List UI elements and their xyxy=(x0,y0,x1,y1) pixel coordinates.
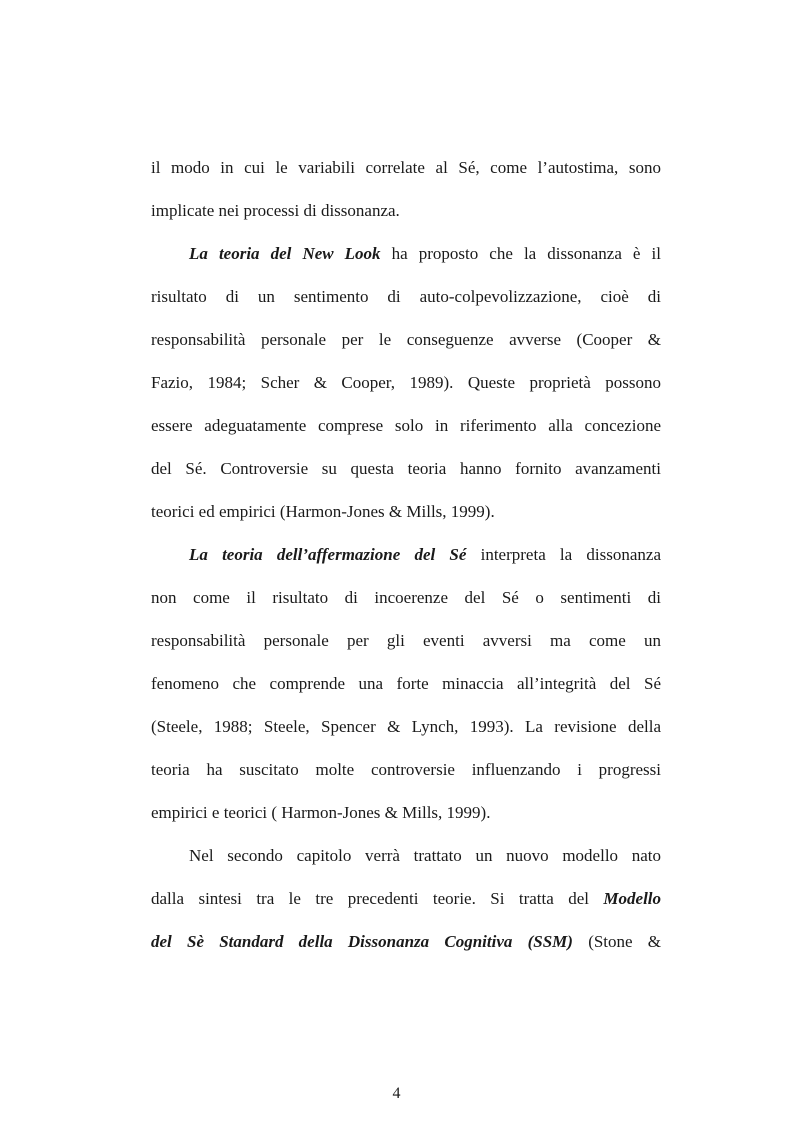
text-fragment: ha proposto che la dissonanza è il xyxy=(380,244,661,263)
text-line xyxy=(151,877,661,920)
text-line xyxy=(151,533,661,576)
text-line: teorici ed empirici (Harmon-Jones & Mills, 1999). xyxy=(151,502,495,521)
page-number: 4 xyxy=(392,1085,401,1102)
page-body xyxy=(151,146,661,963)
text-line: teoria ha suscitato molte controversie influenzando i progressi xyxy=(151,760,661,779)
text-line: fenomeno che comprende una forte minaccia all’integrità del Sé xyxy=(151,674,661,693)
text-line: non come il risultato di incoerenze del Sé o sentimenti di xyxy=(151,588,661,607)
paragraph-second-chapter xyxy=(151,834,661,963)
text-line: essere adeguatamente comprese solo in riferimento alla concezione xyxy=(151,416,661,435)
text-line xyxy=(151,920,661,963)
text-line: empirici e teorici ( Harmon-Jones & Mills, 1999). xyxy=(151,803,491,822)
text-line: implicate nei processi di dissonanza. xyxy=(151,201,400,220)
text-line: responsabilità personale per le conseguenze avverse (Cooper & xyxy=(151,330,661,349)
text-line: Fazio, 1984; Scher & Cooper, 1989). Queste proprietà possono xyxy=(151,373,661,392)
paragraph-self-affirmation xyxy=(151,533,661,834)
text-fragment: interpreta la dissonanza xyxy=(466,545,661,564)
model-title-start: Modello xyxy=(603,889,662,908)
text-line: del Sé. Controversie su questa teoria hanno fornito avanzamenti xyxy=(151,459,661,478)
paragraph-new-look xyxy=(151,232,661,533)
text-line: responsabilità personale per gli eventi avversi ma come un xyxy=(151,631,661,650)
theory-title-self-affirmation: La teoria dell’affermazione del Sé xyxy=(189,545,467,564)
text-line: Nel secondo capitolo verrà trattato un nuovo modello nato xyxy=(189,846,661,865)
model-title-end: del Sè Standard della Dissonanza Cognitiva (SSM) xyxy=(151,932,573,951)
text-fragment: dalla sintesi tra le tre precedenti teorie. Si tratta del xyxy=(151,889,589,908)
paragraph-intro xyxy=(151,146,661,232)
text-line: risultato di un sentimento di auto-colpevolizzazione, cioè di xyxy=(151,287,661,306)
text-line xyxy=(151,232,661,275)
theory-title-new-look: La teoria del New Look xyxy=(189,244,381,263)
text-fragment: (Stone & xyxy=(588,932,662,951)
text-line: il modo in cui le variabili correlate al Sé, come l’autostima, sono xyxy=(151,158,661,177)
text-line: (Steele, 1988; Steele, Spencer & Lynch, 1993). La revisione della xyxy=(151,717,661,736)
